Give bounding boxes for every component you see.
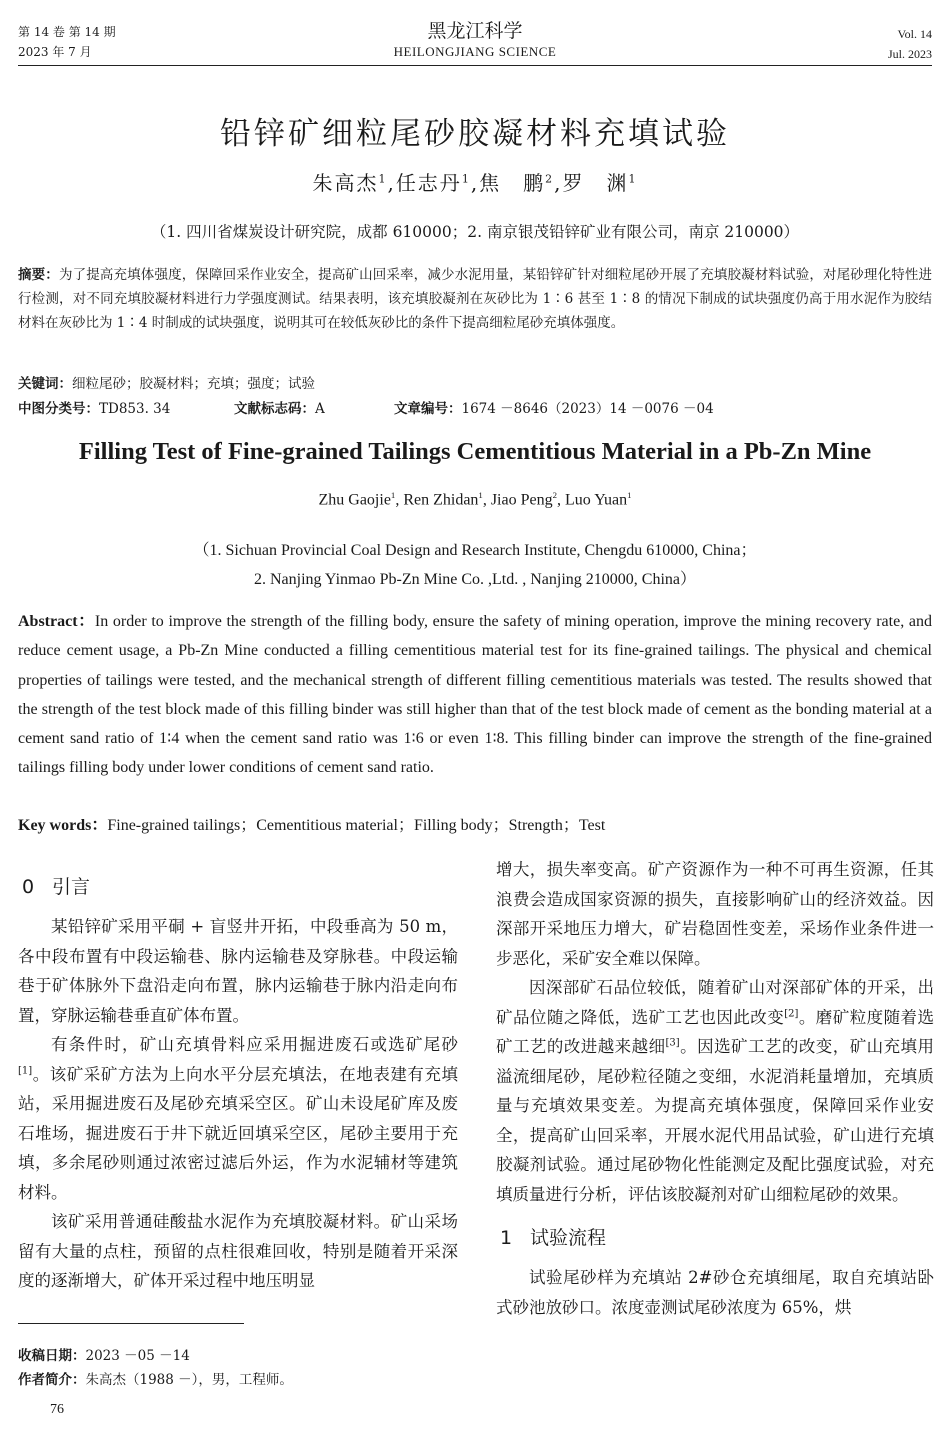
date-en: Jul. 2023 [887, 47, 932, 61]
author-affil-mark: 1 [461, 172, 471, 186]
paper-title-en: Filling Test of Fine-grained Tailings Cementitious Material in a Pb-Zn Mine [78, 438, 872, 465]
section-number: 1 [500, 1227, 513, 1249]
author-affil-mark: 1 [478, 490, 483, 500]
issue-info-en [888, 24, 932, 64]
author-affil-mark: 2 [545, 172, 555, 186]
journal-name-en: HEILONGJIANG SCIENCE [393, 44, 557, 59]
author-bio-label: 作者简介： [18, 1372, 86, 1388]
clc-number [18, 397, 170, 421]
paragraph: 增大，损失率变高。矿产资源作为一种不可再生资源，任其浪费会造成国家资源的损失，直接影响矿山的经济效益。因深部开采地压力增大，矿岩稳固性变差，采场作业条件进一步恶化，采矿安全难以保障。 [496, 860, 934, 968]
document-code [234, 397, 325, 421]
keywords-en [18, 814, 605, 838]
abstract-cn [18, 263, 932, 335]
abstract-text-en: In order to improve the strength of the filling body, ensure the safety of mining operation, improve the mining recovery rate, and reduce cement usage, a Pb-Zn Mine conducted a filling cementitious material test for its fine-grained tailings. The physical and chemical properties of tailings were tested, and the mechanical strength of different filling cementitious materials was tested. The results showed that the strength of the test block made of this filling binder was still higher than that of the test block made of cement as the bonding material at a cement sand ratio of 1∶4 when the cement sand ratio was 1∶6 or even 1∶8. This filling binder can improve the strength of the fine-grained tailings filling body under lower conditions of cement sand ratio. [18, 613, 932, 777]
author-list-cn [0, 167, 950, 196]
paragraph: 试验尾砂样为充填站 2#砂仓充填细尾，取自充填站卧式砂池放砂口。浓度壶测试尾砂浓度为 65%，烘 [496, 1268, 934, 1317]
paragraph: 该矿采用普通硅酸盐水泥作为充填胶凝材料。矿山采场留有大量的点柱，预留的点柱很难回收，特别是随着开采深度的逐渐增大，矿体开采过程中地压明显 [18, 1212, 458, 1290]
author-name: 罗 渊 [562, 171, 629, 195]
section-number: 0 [22, 876, 35, 898]
paragraph-text: 。磨矿粒度随着选矿工艺的改进越来越细 [496, 1007, 934, 1056]
author-name: 焦 鹏 [479, 171, 546, 195]
author-affil-mark: 1 [628, 172, 638, 186]
paper-title-cn: 铅锌矿细粒尾砂胶凝材料充填试验 [220, 116, 730, 152]
author-affil-mark: 2 [552, 490, 558, 500]
paragraph: 某铅锌矿采用平硐 + 盲竖井开拓，中段垂高为 50 m，各中段布置有中段运输巷、脉内运输巷及穿脉巷。中段运输巷于矿体脉外下盘沿走向布置，脉内运输巷于脉内沿走向布置，穿脉运输巷垂直矿体布置。 [18, 917, 458, 1025]
doc-code-label: 文献标志码： [234, 401, 315, 417]
paragraph [18, 1030, 458, 1207]
author-list-en [0, 490, 950, 509]
body-column-right [496, 855, 934, 1322]
journal-name-cn: 黑龙江科学 [427, 20, 523, 42]
clc-label: 中图分类号： [18, 401, 99, 417]
article-number-value: 1674 －8646（2023）14 －0076 －04 [461, 401, 714, 417]
issue-date: 2023 年 7 月 [18, 45, 92, 59]
section-heading [18, 872, 458, 902]
section-title: 引言 [52, 876, 91, 898]
author-sep: , [470, 171, 480, 195]
keywords-label-en: Key words： [18, 817, 108, 834]
author-affil-mark: 1 [627, 490, 632, 500]
author-sep: , [395, 491, 404, 509]
doc-code-value: A [315, 401, 325, 417]
affiliation-cn: （1. 四川省煤炭设计研究院，成都 610000；2. 南京银茂铅锌矿业有限公司，南京 210000） [150, 223, 800, 241]
citation: [3] [665, 1037, 680, 1049]
journal-header [0, 18, 950, 60]
author-affil-mark: 1 [378, 172, 388, 186]
paragraph-text: 。该矿采矿方法为上向水平分层充填法，在地表建有充填站，采用掘进废石及尾砂充填采空区。矿山未设尾矿库及废石堆场，掘进废石于井下就近回填采空区，尾砂主要用于充填，多余尾砂则通过浓密过滤后外运，作为水泥辅材等建筑材料。 [18, 1064, 458, 1202]
author-sep: , [554, 171, 563, 195]
keywords-label-cn: 关键词： [18, 376, 72, 392]
author-name-en: Luo Yuan [565, 491, 628, 509]
citation: [1] [18, 1065, 33, 1076]
abstract-label-en: Abstract： [18, 613, 95, 630]
citation: [2] [784, 1008, 799, 1019]
affiliation-en-line2: 2. Nanjing Yinmao Pb-Zn Mine Co. ,Ltd. , Nanjing 210000, China） [253, 571, 697, 588]
keywords-text-cn: 细粒尾砂；胶凝材料；充填；强度；试验 [72, 376, 315, 392]
paragraph-text: 有条件时，矿山充填骨料应采用掘进废石或选矿尾砂 [51, 1035, 458, 1054]
section-title: 试验流程 [530, 1227, 607, 1249]
paragraph-text: 。因选矿工艺的改变，矿山充填用溢流细尾砂，尾砂粒径随之变细，水泥消耗量增加，充填质量与充填效果变差。为提高充填体强度，保障回采作业安全，提高矿山回采率，开展水泥代用品试验，矿山进行充填胶凝剂试验。通过尾砂物化性能测定及配比强度试验，对充填质量进行分析，评估该胶凝剂对矿山细粒尾砂的效果。 [496, 1037, 934, 1204]
page-number: 76 [50, 1402, 64, 1417]
received-date [18, 1346, 190, 1366]
author-bio-value: 朱高杰（1988 －），男，工程师。 [85, 1372, 293, 1388]
footnote-divider [18, 1323, 244, 1324]
keywords-text-en: Fine-grained tailings；Cementitious material；Filling body；Strength；Test [107, 817, 606, 834]
paragraph-text: 因深部矿石品位较低，随着矿山对深部矿体的开采，出矿品位随之降低，选矿工艺也因此改变 [496, 978, 934, 1027]
abstract-label-cn: 摘要： [18, 267, 59, 283]
author-name-en: Jiao Peng [490, 491, 553, 509]
author-name-en: Zhu Gaojie [318, 491, 391, 509]
received-value: 2023 －05 －14 [85, 1348, 190, 1364]
section-heading [496, 1223, 934, 1253]
abstract-text-cn: 为了提高充填体强度，保障回采作业安全，提高矿山回采率，减少水泥用量，某铅锌矿针对细粒尾砂开展了充填胶凝材料试验，对尾砂理化特性进行检测，对不同充填胶凝材料进行力学强度测试。结果表明，该充填胶凝剂在灰砂比为 1∶6 甚至 1∶8 的情况下制成的试块强度仍高于用水泥作为胶结材料在灰砂比为 1∶4 时制成的试块强度，说明其可在较低灰砂比的条件下提高细粒尾砂充填体强度。 [18, 267, 933, 331]
body-column-left [18, 872, 458, 1296]
author-name: 朱高杰 [312, 171, 379, 195]
affiliation-en-line1: （1. Sichuan Provincial Coal Design and Research Institute, Chengdu 610000, China； [193, 542, 757, 559]
paragraph [496, 973, 934, 1209]
author-sep: , [387, 171, 396, 195]
keywords-cn [18, 372, 932, 396]
article-number [394, 397, 714, 421]
article-number-label: 文章编号： [394, 401, 462, 417]
author-sep: , [482, 491, 491, 509]
clc-value: TD853. 34 [99, 401, 171, 417]
author-name: 任志丹 [395, 171, 462, 195]
header-divider [18, 65, 932, 66]
volume-en: Vol. 14 [897, 27, 932, 41]
author-name-en: Ren Zhidan [403, 491, 479, 509]
abstract-en [18, 607, 932, 783]
author-sep: , [557, 491, 566, 509]
received-label: 收稿日期： [18, 1348, 86, 1364]
author-bio [18, 1370, 293, 1390]
author-affil-mark: 1 [390, 490, 396, 500]
volume-issue: 第 14 卷 第 14 期 [18, 25, 116, 39]
